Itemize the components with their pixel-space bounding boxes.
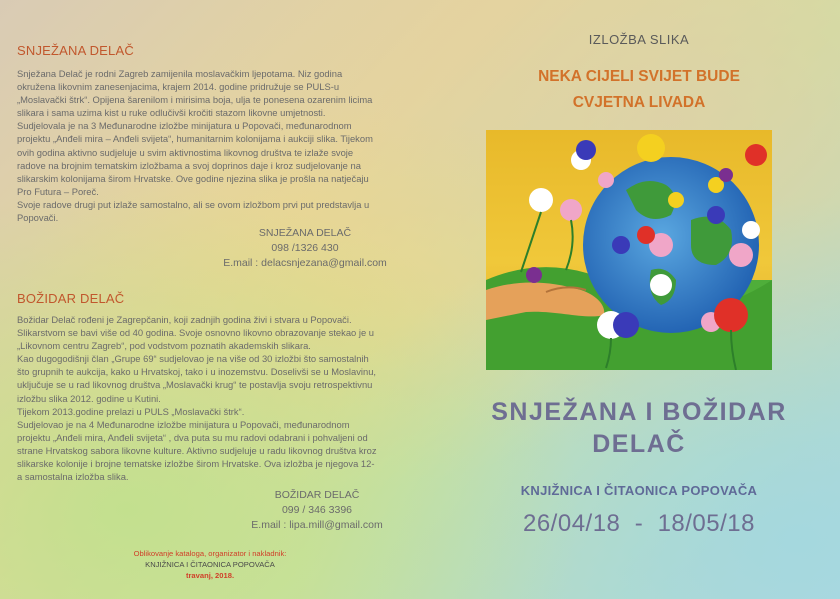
exhibition-title — [456, 64, 822, 116]
exhibition-dates: 26/04/18 - 18/05/18 — [522, 510, 755, 537]
exhibition-title-line: CVJETNA LIVADA — [572, 94, 706, 111]
bio-line: uključuje se u rad likovnog društva „Moslavački krug“ te postavlja svoju retrospektivnu — [17, 379, 373, 391]
bio-line: Sudjelovala je na 3 Međunarodne izložbe minijatura u Popovači, međunarodnom — [17, 120, 352, 132]
bio-line: slikarskim kolonijama širom Hrvatske. Ove godine njezina slika je prošla na natječaju — [17, 172, 369, 184]
artists-line: DELAČ — [592, 430, 686, 458]
bio-line: Slikarstvom se bavi više od 40 godina. Svoje osnovno likovno obrazovanje stekao je u — [17, 327, 374, 339]
artist1-contact — [200, 226, 410, 271]
contact-name: SNJEŽANA DELAČ — [258, 227, 352, 239]
bio-line: Snježana Delač je rodni Zagreb zamijenila moslavačkim ljepotama. Niz godina — [17, 68, 343, 79]
painting-image — [486, 130, 772, 370]
venue-name: KNJIŽNICA I ČITAONICA POPOVAČA — [520, 483, 758, 498]
contact-email: E.mail : delacsnjezana@gmail.com — [223, 257, 387, 269]
credit-publisher: KNJIŽNICA I ČITAONICA POPOVAČA — [145, 560, 275, 569]
exhibition-kicker: IZLOŽBA SLIKA — [588, 32, 690, 47]
contact-email: E.mail : lipa.mill@gmail.com — [251, 519, 383, 531]
bio-line: „Moslavački štrk“. Opijena šarenilom i mirisima boja, ulja te ponesena ozarenim licima — [17, 94, 373, 106]
bio-line: Tijekom 2013.godine prelazi u PULS „Moslavački štrk“. — [17, 405, 245, 417]
catalog-credits — [110, 548, 310, 581]
bio-line: slikarske kolonije i brojne tematske izložbe širom Hrvatske. Ova izložba je njegova 12- — [17, 458, 375, 470]
bio-line: Pro Futura – Poreč. — [17, 185, 99, 197]
contact-phone: 099 / 346 3396 — [281, 504, 353, 516]
bio-line: projektu „Anđeli mira, Anđeli svijeta“ , dva puta su mu radovi odabrani i pohvaljeni od — [17, 431, 368, 443]
bio-line: Kao dugogodišnji član „Grupe 69“ sudjelovao je na više od 30 izložbi što samostalnih — [17, 353, 369, 365]
bio-line: slikara i sama uzima kist u ruke odlučivši kročiti stazom likovne umjetnosti. — [17, 107, 326, 119]
artist1-bio — [17, 67, 395, 224]
bio-line: projektu „Anđeli mira – Anđeli svijeta“, humanitarnim kolonijama i aukciji slika. Tijekom — [17, 133, 373, 145]
artists-line: SNJEŽANA I BOŽIDAR — [491, 398, 787, 426]
contact-name: BOŽIDAR DELAČ — [274, 489, 360, 501]
bio-line: Sudjelovao je na 4 Međunarodne izložbe minijatura u Popovači, međunarodnom — [17, 418, 350, 430]
artist1-heading: SNJEŽANA DELAČ — [17, 43, 134, 58]
bio-line: strane Hrvatskog sabora likovne kulture. Aktivno sudjeluje u radu likovnog društva kroz — [17, 444, 377, 456]
bio-line: Božidar Delač rođeni je Zagrepčanin, koji zadnjih godina živi i stvara u Popovači. — [17, 314, 352, 325]
artist2-bio — [17, 313, 395, 483]
artist2-heading: BOŽIDAR DELAČ — [17, 291, 125, 306]
bio-line: Svoje radove drugi put izlaže samostalno, ali se ovom izložbom prvi put predstavlja u — [17, 198, 370, 210]
bio-line: „Likovnom centru Zagreb“, pod vodstvom poznatih akademskih slikara. — [17, 340, 311, 352]
credit-role: Oblikovanje kataloga, organizator i nakladnik: — [133, 549, 287, 558]
bio-line: izložbu slika 2012. godine u Kutini. — [17, 392, 161, 404]
bio-line: ovih godina aktivno sudjeluje u svim aktivnostima likovnog društva te izlaže svoje — [17, 146, 354, 158]
bio-line: Popovači. — [17, 212, 59, 224]
bio-line: a samostalna izložba slika. — [17, 471, 129, 483]
credit-date: travanj, 2018. — [185, 571, 235, 580]
contact-phone: 098 /1326 430 — [271, 242, 339, 254]
bio-line: što grupnih te aukcija, kako u Hrvatskoj, tako i u inozemstvu. Doselivši se u Moslavinu, — [17, 366, 377, 378]
exhibition-title-line: NEKA CIJELI SVIJET BUDE — [538, 68, 740, 85]
artists-names — [456, 396, 822, 460]
bio-line: okružena likovnim zanesenjacima, krajem 2014. godine pridružuje se PULS-u — [17, 81, 340, 93]
bio-line: radove na brojnim tematskim izložbama a svoj doprinos daje i kroz sudjelovanje na — [17, 159, 361, 171]
artist2-contact — [212, 488, 422, 533]
